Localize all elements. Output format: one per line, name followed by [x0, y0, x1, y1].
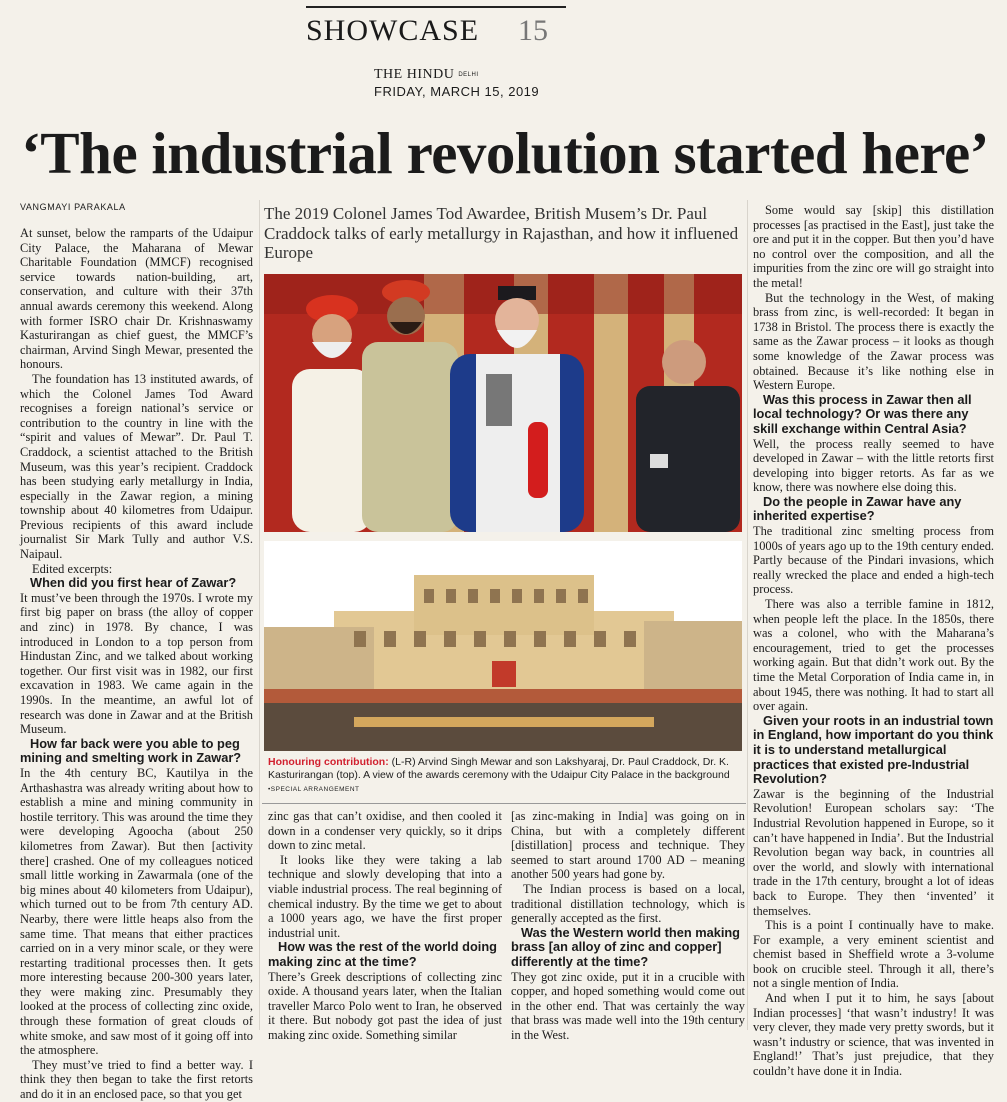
- byline: VANGMAYI PARAKALA: [20, 202, 126, 212]
- paragraph: There was also a terrible famine in 1812, when people left the place. In the 1850s, there was a colonel, who with the Maharana’s encouragement, tried to get the processes working again. But that didn’t work out. By the time the Metal Corporation of India came in, in about 1945, there was nothing. It had to start all over again.: [753, 597, 994, 714]
- paragraph: This is a point I continually have to make. For example, a very eminent scientist and chemist based in Sheffield wrote a 3-volume book on crucible steel. Through it all, there’s not a single mention of India.: [753, 918, 994, 991]
- article-column-4: [753, 203, 994, 1079]
- column-rule: [747, 200, 748, 1030]
- paragraph: It must’ve been through the 1970s. I wrote my first big paper on brass (the alloy of copper and zinc) in 1978. By chance, I was introduced in London to a top person from Hindustan Zinc, and we talked about working together. Our first visit was in 1982, our first excavation in 1983. We came again in the 1990s. In the meantime, an awful lot of research was done in Zawar and at the British Museum.: [20, 590, 253, 737]
- interview-question: How was the rest of the world doing making zinc at the time?: [268, 939, 497, 969]
- paragraph: But the technology in the West, of making brass from zinc, is well-recorded: It began in 1738 in Bristol. The process there is exactly the same as the Zawar process – it looks as though some knowledge of the Zawar process was obtained. Because it’s like nothing else in Western Europe.: [753, 290, 994, 393]
- paragraph: zinc gas that can’t oxidise, and then cooled it down in a condenser very quickly, so it drips down to zinc metal.: [268, 809, 502, 853]
- paragraph: The traditional zinc smelting process from 1000s of years ago up to the 19th century ended. Partly because of the Pindari invasions, which really wrecked the place and ended a high-tech process.: [753, 524, 994, 597]
- column-rule: [259, 200, 260, 1030]
- city-palace-photo: [264, 541, 742, 751]
- interview-question: How far back were you able to peg mining and smelting work in Zawar?: [20, 735, 242, 766]
- paragraph: There’s Greek descriptions of collecting zinc oxide. A thousand years later, when the Italian traveller Marco Polo went to Iran, he observed it there. But nobody got past the idea of just making zinc oxide. Something similar: [268, 969, 502, 1042]
- publication-name: THE HINDU DELHI: [374, 67, 479, 82]
- interview-question: Given your roots in an industrial town in England, how important do you think it is to understand metallurgical practices that existed pre-Industrial Revolution?: [753, 712, 994, 787]
- paragraph: They got zinc oxide, put it in a crucible with copper, and hoped something would come out in the other end. That was certainly the way that brass was made well into the 19th century in the West.: [511, 969, 745, 1042]
- article-column-1: [20, 226, 253, 1102]
- page-number: 15: [518, 14, 548, 47]
- paragraph: It looks like they were taking a lab technique and slowly developing that into a viable industrial process. The real beginning of chemical industry. By the time we get to about a 1000 years ago, we have the first proper industrial unit.: [268, 852, 502, 940]
- caption-divider: [262, 803, 746, 804]
- caption-text: (L-R) Arvind Singh Mewar and son Lakshyaraj, Dr. Paul Craddock, Dr. K. Kasturirangan (top). A view of the awards ceremony with the Udaipur City Palace in the background: [268, 756, 730, 781]
- interview-question: Was this process in Zawar then all local technology? Or was there any skill exchange within Central Asia?: [753, 391, 972, 436]
- paragraph: At sunset, below the ramparts of the Udaipur City Palace, the Maharana of Mewar Charitable Foundation (MMCF) recognised service towards nation-building, art, conservation, and culture with their 37th annual awards ceremony this weekend. Along with former ISRO chair Dr. Krishnaswamy Kasturirangan as chief guest, the MMCF’s chairman, Arvind Singh Mewar, presented the honours.: [20, 226, 253, 372]
- paragraph: [as zinc-making in India] was going on in China, but with a completely different [distillation] process and technique. They seemed to start around 1700 AD – meaning another 500 years had gone by.: [511, 809, 745, 882]
- paragraph: Well, the process really seemed to have developed in Zawar – with the little retorts first developing into bigger retorts. As far as we know, there was nowhere else doing this.: [753, 436, 994, 495]
- photo-caption: [268, 756, 744, 796]
- article-column-2: [268, 809, 502, 1042]
- paragraph: The Indian process is based on a local, traditional distillation technology, which is generally accepted as the first.: [511, 881, 745, 926]
- paragraph: Some would say [skip] this distillation processes [as practised in the East], just take the ore and put it in the copper. But then you’d have no control over the composition, and all the impurities from the zinc ore will go straight into the metal!: [753, 203, 994, 290]
- interview-question: When did you first hear of Zawar?: [30, 575, 237, 591]
- interview-question: Do the people in Zawar have any inherited expertise?: [753, 493, 962, 524]
- edition-label: DELHI: [458, 72, 479, 78]
- photo-credit: •SPECIAL ARRANGEMENT: [268, 786, 360, 793]
- paragraph: Edited excerpts:: [32, 561, 113, 576]
- article-column-3: [511, 809, 745, 1042]
- paragraph: In the 4th century BC, Kautilya in the Arthashastra was already writing about how to establish a mine and mining community in hostile territory. This was around the time they were developing Agoocha (about 250 kilometres from Zawar). But then [activity there] crashed. One of my colleagues noticed small little working in Zawarmala (one of the big mines about 40 kilometers from Udaipur), which turned out to be from 7th century AD. Nearby, there were little heaps also from the same time. That means that either practices carried on in a very minor scale, or they were restarting traditional processes then. It gets more interesting because 200-300 years later, they were making zinc. Presumably they looked at the process of collecting zinc oxide, through these formation of great clouds of white smoke, and saw most of it going off into the atmosphere.: [20, 765, 253, 1058]
- paragraph: They must’ve tried to find a better way. I think they then began to take the first retorts and do it in an enclosed pace, so that you get: [20, 1057, 253, 1102]
- article-headline: ‘The industrial revolution started here’: [21, 120, 989, 186]
- paragraph: The foundation has 13 instituted awards, of which the Colonel James Tod Award recognises a foreign national’s service or contribution to the country in line with the “spirit and values of Mewar”. Dr. Paul T. Craddock, a scientist attached to the British Museum, was this year’s recipient. Craddock has been studying early metallurgy in India, especially in the Zawar region, a mining township about 40 kilometres from Udaipur. Previous recipients of this award include journalist Sir Mark Tully and author V.S. Naipaul.: [20, 371, 253, 562]
- paragraph: Zawar is the beginning of the Industrial Revolution! European scholars say: ‘The Industrial Revolution happened in Europe, so it can’t have happened in India’. But the Industrial Revolution began way back, in countries all over the world, and slowly with international trade in the 17th century, brought a lot of ideas back to Europe. They then ‘invented’ it themselves.: [753, 786, 994, 918]
- issue-date: FRIDAY, MARCH 15, 2019: [374, 84, 540, 99]
- section-title: SHOWCASE: [306, 14, 480, 47]
- caption-lead: Honouring contribution:: [268, 756, 389, 768]
- award-ceremony-photo: [264, 274, 742, 532]
- section-masthead: [306, 6, 566, 46]
- interview-question: Was the Western world then making brass [an alloy of zinc and copper] differently at the time?: [511, 924, 741, 969]
- article-standfirst: The 2019 Colonel James Tod Awardee, British Musem’s Dr. Paul Craddock talks of early metallurgy in Rajasthan, and how it influened Europe: [264, 204, 739, 262]
- paragraph: And when I put it to him, he says [about Indian processes] ‘that wasn’t industry! It was very clever, they made very pretty swords, but it wasn’t industry or science, that was invented in England!’ That’s just prejudice, that they couldn’t have done it in India.: [753, 991, 994, 1079]
